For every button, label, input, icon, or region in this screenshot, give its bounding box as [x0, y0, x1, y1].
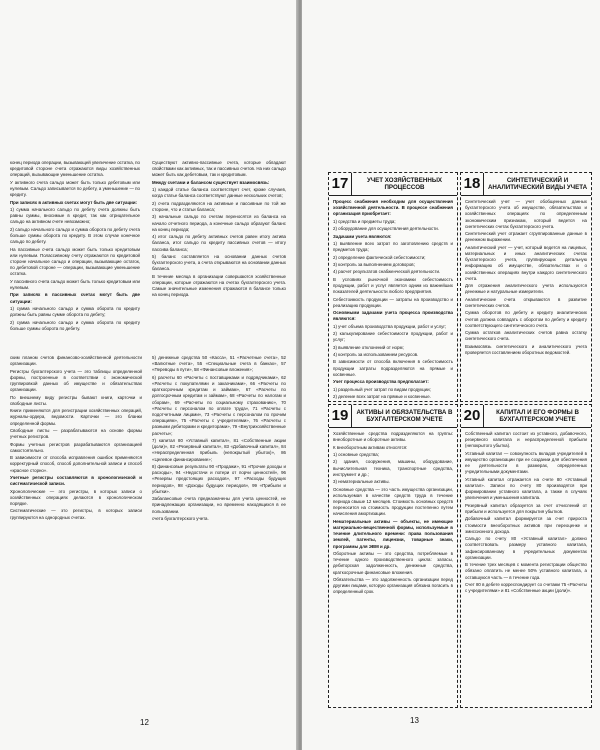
paragraph — [333, 401, 453, 402]
paragraph: Добавочный капитал формируется за счет прироста стоимости внеоборотных активов при переоценке и эмиссионного дохода. — [465, 516, 587, 534]
paragraph: Собственный капитал состоит из уставного, добавочного, резервного капитала и нераспределенной прибыли (непокрытого убытка). — [465, 431, 587, 449]
paragraph: 4) контроль за использованием ресурсов. — [333, 352, 419, 358]
right-page — [302, 0, 600, 750]
paragraph: 4) итог сальдо по дебету активных счетов равен итогу актива баланса, итог сальдо по кредиту пассивных счетов — итогу пассива баланса; — [152, 234, 286, 252]
card-number: 19 — [329, 405, 352, 427]
card-number: 17 — [329, 173, 352, 195]
topic-card-17 — [328, 172, 458, 402]
paragraph: 3) выявление отклонений от норм; — [333, 344, 404, 350]
card-title: УЧЕТ ХОЗЯЙСТВЕННЫХ ПРОЦЕССОВ — [366, 177, 443, 191]
paragraph: Забалансовые счета предназначены для учета ценностей, не принадлежащих организации, но временно находящихся в ее пользовании. — [152, 496, 286, 514]
paragraph: 3) контроль за выполнением договоров; — [333, 261, 415, 267]
card-header — [461, 405, 591, 428]
paragraph: Себестоимость продукции — затраты на производство и реализацию продукции. — [333, 296, 453, 308]
paragraph: Аналитический учет — учет, который ведется на лицевых, материальных и иных аналитических счетах бухгалтерского учета, группирующих детальную информацию об имуществе, обязательствах и о хозяйственных операциях внутри каждого синтетического счета. — [465, 244, 587, 281]
paragraph: Формы учетных регистров разрабатываются организацией самостоятельно. — [10, 441, 142, 453]
card-header — [461, 173, 591, 196]
paragraph: Основными задачами учета процесса производства являются: — [333, 310, 453, 322]
paragraph: 1) сумма начального сальдо и сумма оборота по кредиту должны быть равны сумме оборота по дебету; — [10, 305, 140, 318]
card-body — [329, 428, 457, 600]
card-title: КАПИТАЛ И ЕГО ФОРМЫ В БУХГАЛТЕРСКОМ УЧЕТЕ — [496, 409, 579, 423]
paragraph: 2) сальдо начального сальдо и сумма оборота по дебету счета больше суммы оборота по кредиту. В этом случае конечное сальдо по дебету. — [10, 226, 140, 245]
paragraph: 6) расчеты 60 «Расчеты с поставщиками и подрядчиками», 62 «Расчеты с покупателями и заказчиками», 66 «Расчеты по краткосрочным кредитам и займам», 67 «Расчеты по долгосрочным кредитам и займам», 68 «Расчеты по налогам и сборам», 69 «Расчеты по социальному страхованию», 70 «Расчеты с персоналом по оплате труда», 71 «Расчеты с подотчетными лицами», 73 «Расчеты с персоналом по прочим операциям», 75 «Расчеты с учредителями», 76 «Расчеты с разными дебиторами и кредиторами», 79 «Внутрихозяйственные расчеты»; — [152, 374, 286, 436]
card-body — [461, 428, 591, 599]
paragraph: 5) денежные средства 50 «Касса», 51 «Расчетные счета», 52 «Валютные счета», 55 «Специальные счета в банках», 57 «Переводы в пути», 58 «Финансовые вложения»; — [152, 355, 286, 373]
left-mid-column-1 — [10, 355, 142, 655]
card-header — [329, 173, 457, 196]
paragraph: 2) определение фактической себестоимости; — [333, 254, 426, 260]
card-header — [329, 405, 457, 428]
paragraph: У пассивного счета сальдо может быть только кредитовым или нулевым. — [10, 278, 140, 290]
paragraph: 7) капитал 80 «Уставный капитал», 81 «Собственные акции (доли)», 82 «Резервный капитал», 83 «Добавочный капитал», 84 «Нераспределенная прибыль (непокрытый убыток)», 86 «Целевое финансирование»; — [152, 438, 286, 462]
topic-card-18 — [460, 172, 592, 402]
card-title: СИНТЕТИЧЕСКИЙ И АНАЛИТИЧЕСКИЙ ВИДЫ УЧЕТА — [487, 177, 588, 191]
left-mid-column-2 — [152, 355, 286, 655]
paragraph: Книги применяются для регистрации хозяйственных операций, журналы-ордера, ведомости. Карточки — это бланки определенной формы. — [10, 408, 142, 426]
subheading: При записях в пассивных счетах могут быть две ситуации: — [10, 292, 140, 304]
page-number: 13 — [410, 716, 419, 725]
paragraph: Процесс снабжения необходим для осуществления хозяйственной деятельности. В процессе снабжения организация приобретает: — [333, 199, 453, 217]
paragraph: Свободные листы — разрабатываются на основе формы учетных регистров. — [10, 427, 142, 440]
paragraph: 1) сумма начального сальдо по дебету счета должны быть равны суммы, вносимые в кредит, так как отрицательное сальдо на активном счете невозможно; — [10, 206, 140, 225]
page-number: 12 — [140, 718, 149, 727]
paragraph: 2) оборудование для осуществления деятельности. — [333, 226, 439, 232]
paragraph: конец периода операции, вызывающей увеличение остатка, по кредитовой стороне счета отражаются виды хозяйственных операций, вызывающие уменьшение остатка. — [10, 160, 140, 178]
paragraph: Счет 80 в дебете корреспондирует со счетами 75 «Расчеты с учредителями» и 81 «Собственные акции (доли)». — [465, 581, 587, 594]
paragraph: счета бухгалтерского учета. — [152, 516, 209, 522]
paragraph: 1) раздельный учет затрат по видам продукции; — [333, 386, 431, 392]
paragraph: Хронологические — это регистры, в которых записи о хозяйственных операциях делаются в хронологическом порядке. — [10, 488, 142, 506]
paragraph: ским планом счетов финансово-хозяйственной деятельности организации. — [10, 355, 142, 367]
paragraph: Основные средства — это часть имущества организации, используемая в качестве средств труда в течение периода свыше 12 месяцев. Стоимость основных средств переносится на стоимость продукции постепенно путем начисления амортизации. — [333, 486, 453, 517]
paragraph: 3) начальные сальдо по счетам переносятся из баланса на начало отчетного периода, а конечные сальдо образуют баланс на конец периода; — [152, 214, 286, 232]
left-page — [0, 0, 298, 750]
paragraph: 2) деление всех затрат на прямые и косвенные. — [333, 394, 431, 400]
paragraph: Обязательства — это задолженность организации перед другими лицами, которую организация обязана погасить в определенный срок. — [333, 576, 453, 595]
paragraph: 1) выявление всех затрат по заготовлению средств и предметов труда; — [333, 240, 453, 253]
card-number: 20 — [461, 405, 484, 427]
paragraph: Учет процесса производства предполагает: — [333, 379, 429, 385]
paragraph: Для отражения аналитического учета используются денежные и натуральные измерители. — [465, 283, 587, 295]
paragraph: По внешнему виду регистры бывают книги, карточки и свободные листы. — [10, 394, 142, 406]
paragraph: 1) каждой статье баланса соответствует счет, кроме случаев, когда статье баланса соответствуют данные нескольких счетов; — [152, 187, 286, 199]
card-title: АКТИВЫ И ОБЯЗАТЕЛЬСТВА В БУХГАЛТЕРСКОМ УЧЕТЕ — [356, 409, 453, 423]
subheading: Между счетами и балансом существует взаимосвязь: — [152, 179, 270, 185]
paragraph: Нематериальные активы — объекты, не имеющие материально-вещественной формы, используемые в течение длительного времени: права пользования землей, патенты, лицензии, товарные знаки, программы для ЭВМ и др. — [333, 518, 453, 549]
paragraph: Регистры бухгалтерского учета — это таблицы определенной формы, построенные в соответствии с экономической группировкой данных об имуществе и обязательствах организации. — [10, 368, 142, 393]
paragraph: Синтетический учет отражает сгруппированные данные в денежном выражении. — [465, 231, 587, 243]
paragraph: В зависимости от способа исправления ошибок применяются корректурный способ, способ дополнительной записи и способ «красное сторно». — [10, 455, 142, 473]
paragraph: Сумма остатков аналитических счетов равна остатку синтетического счета. — [465, 330, 587, 342]
paragraph: 1) основные средства; — [333, 451, 379, 457]
paragraph: Уставный капитал — совокупность вкладов учредителей в имущество организации при ее создании для обеспечения ее деятельности в размерах, определенных учредительными документами. — [465, 450, 587, 475]
topic-card-20 — [460, 404, 592, 708]
paragraph: Синтетический учет — учет обобщенных данных бухгалтерского учета об имуществе, обязательствах и хозяйственных операциях по определенным экономическим признакам, который ведется на синтетических счетах бухгалтерского учета. — [465, 199, 587, 229]
paragraph: Хозяйственные средства подразделяются на группы: внеоборотные и оборотные активы. — [333, 431, 453, 443]
paragraph: 2) сумма начального сальдо и сумма оборота по кредиту больше суммы оборота по дебету. — [10, 319, 140, 331]
paragraph: Уставный капитал отражается на счете 80 «Уставный капитал». Записи по счету 80 производятся при формировании уставного капитала, а также в случаях увеличения и уменьшения капитала. — [465, 476, 587, 501]
paragraph: В зависимости от способа включения в себестоимость продукции затраты подразделяются на прямые и косвенные. — [333, 359, 453, 377]
card-number: 18 — [461, 173, 484, 195]
paragraph: 1) средства и предметы труда; — [333, 218, 396, 224]
paragraph: 2) калькулирование себестоимости продукции, работ и услуг; — [333, 331, 453, 343]
paragraph: В условиях рыночной экономики себестоимость продукции, работ и услуг является одним из важнейших показателей деятельности любого предприятия. — [333, 276, 453, 295]
paragraph: 4) расчет результатов снабженческой деятельности. — [333, 269, 441, 275]
paragraph: 5) баланс составляется на основании данных счетов бухгалтерского учета, а счета открываются на основании данных баланса. — [152, 253, 286, 272]
paragraph: Взаимосвязь синтетического и аналитического учета проверяется составлением оборотных ведомостей. — [465, 343, 587, 355]
card-body — [329, 196, 457, 402]
paragraph: 1) учет объема производства продукции, работ и услуг; — [333, 323, 447, 329]
paragraph: Существуют активно-пассивные счета, которые обладают свойствами как активных, так и пассивных счетов. На них сальдо может быть как дебетовым, так и кредитовым. — [152, 160, 286, 178]
topic-card-19 — [328, 404, 458, 708]
paragraph: Сальдо по счету 80 «Уставный капитал» должно соответствовать размеру уставного капитала, зафиксированному в учредительных документах организации. — [465, 536, 587, 560]
paragraph: В течение месяца в организации совершаются хозяйственные операции, которые отражаются на счетах бухгалтерского учета. Самые значительные изменения отражаются в балансе только на конец периода. — [152, 273, 286, 298]
paragraph: 8) финансовые результаты 90 «Продажи», 91 «Прочие доходы и расходы», 94 «Недостачи и потери от порчи ценностей», 96 «Резервы предстоящих расходов», 97 «Расходы будущих периодов», 98 «Доходы будущих периодов», 99 «Прибыли и убытки». — [152, 464, 286, 494]
paragraph: К внеоборотным активам относятся: — [333, 444, 408, 450]
subheading: Учетные регистры составляются в хронологической и систематической записи. — [10, 474, 142, 487]
paragraph: На пассивные счета сальдо может быть только кредитовым или нулевым. Полассивному счету отражаются по кредитовой стороне начальное сальдо и операции, вызывающие остаток, по дебетовой стороне — операции, вызывающие уменьшение остатка. — [10, 246, 140, 277]
paragraph: В течение трех месяцев с момента регистрации общество обязано оплатить не менее 50% уставного капитала, а оставшуюся часть — в течение года. — [465, 562, 587, 580]
paragraph: 3) нематериальные активы. — [333, 479, 390, 485]
paragraph: Резервный капитал образуется за счет отчислений от прибыли и используется для покрытия убытков. — [465, 502, 587, 514]
left-top-column-2 — [152, 160, 286, 348]
card-body — [461, 196, 591, 360]
paragraph: Сумма оборотов по дебету и кредиту аналитических счетов должна совпадать с оборотом по дебету и кредиту соответствующего синтетического счета. — [465, 310, 587, 328]
paragraph: 2) здания, сооружения, машины, оборудование, вычислительная техника, транспортные средства, инструмент и др.; — [333, 459, 453, 477]
paragraph: Оборотные активы — это средства, потребляемые в течение одного производственного цикла: запасы, дебиторская задолженность, денежные средства, краткосрочные финансовые вложения. — [333, 550, 453, 575]
subheading: При записях в активных счетах могут быть две ситуации: — [10, 199, 137, 205]
paragraph: Задачами учета являются: — [333, 233, 392, 239]
paragraph: 2) счета подразделяются на активные и пассивные по той же стороне, что и статьи баланса; — [152, 200, 286, 212]
left-top-column-1 — [10, 160, 140, 348]
paragraph: Систематические — это регистры, в которых записи группируются на однородных счетах. — [10, 508, 142, 520]
paragraph: Аналитические счета открываются в развитие синтетических счетов. — [465, 296, 587, 308]
paragraph: У активного счета сальдо может быть только дебетовым или нулевым. Сальдо записывается по дебету, а уменьшение — по кредиту. — [10, 179, 140, 198]
